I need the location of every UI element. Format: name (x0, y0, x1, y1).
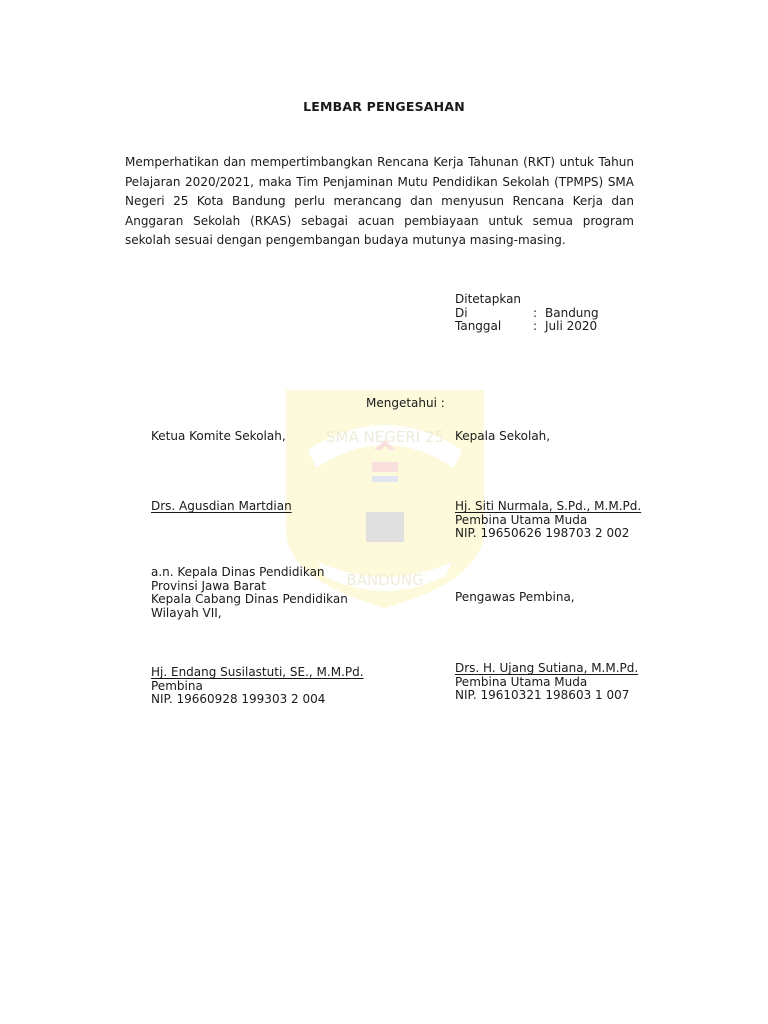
dinas-role-line-3: Kepala Cabang Dinas Pendidikan (151, 592, 348, 606)
watermark-top-text: SMA NEGERI 25 (326, 428, 444, 446)
di-colon: : (533, 305, 538, 320)
komite-role: Ketua Komite Sekolah, (151, 429, 286, 443)
kepala-sekolah-rank: Pembina Utama Muda (455, 512, 588, 527)
dinas-role-line-1: a.n. Kepala Dinas Pendidikan (151, 565, 325, 579)
dinas-role-line-2: Provinsi Jawa Barat (151, 578, 266, 593)
document-title: LEMBAR PENGESAHAN (303, 99, 465, 114)
ditetapkan-heading: Ditetapkan (455, 292, 522, 306)
kepala-sekolah-role: Kepala Sekolah, (455, 429, 551, 443)
pengawas-name: Drs. H. Ujang Sutiana, M.M.Pd. (455, 661, 639, 675)
di-label: Di (455, 305, 468, 320)
kepala-sekolah-name: Hj. Siti Nurmala, S.Pd., M.M.Pd. (455, 499, 642, 513)
tanggal-colon: : (533, 319, 538, 333)
di-value: Bandung (545, 305, 599, 320)
ditetapkan-block (455, 293, 599, 334)
tanggal-value: Juli 2020 (545, 319, 598, 333)
watermark-bottom-text: BANDUNG (346, 571, 424, 589)
dinas-name: Hj. Endang Susilastuti, SE., M.M.Pd. (151, 665, 364, 679)
body-paragraph: Memperhatikan dan mempertimbangkan Rencana Kerja Tahunan (RKT) untuk Tahun Pelajaran 2020/2021, maka Tim Penjaminan Mutu Pendidikan Sekolah (TPMPS) SMA Negeri 25 Kota Bandung perlu merancang dan menyusun Rencana Kerja dan Anggaran Sekolah (RKAS) sebagai acuan pembiayaan untuk semua program sekolah sesuai dengan pengembangan budaya mutunya masing-masing. (125, 155, 634, 247)
dinas-signature-block (151, 666, 364, 707)
pengawas-nip: NIP. 19610321 198603 1 007 (455, 688, 630, 702)
kepala-sekolah-nip: NIP. 19650626 198703 2 002 (455, 526, 630, 540)
ditetapkan-di-row (455, 307, 599, 321)
komite-name: Drs. Agusdian Martdian (151, 499, 292, 513)
dinas-role-block (151, 566, 348, 620)
dinas-role-line-4: Wilayah VII, (151, 605, 222, 620)
pengawas-signature-block (455, 662, 638, 703)
pengawas-rank: Pembina Utama Muda (455, 674, 588, 689)
tanggal-label: Tanggal (455, 319, 502, 333)
ditetapkan-tanggal-row (455, 320, 599, 334)
dinas-rank: Pembina (151, 678, 203, 693)
pengawas-role: Pengawas Pembina, (455, 590, 575, 604)
kepala-sekolah-block (455, 500, 641, 541)
mengetahui-label: Mengetahui : (366, 396, 445, 410)
dinas-nip: NIP. 19660928 199303 2 004 (151, 692, 326, 706)
